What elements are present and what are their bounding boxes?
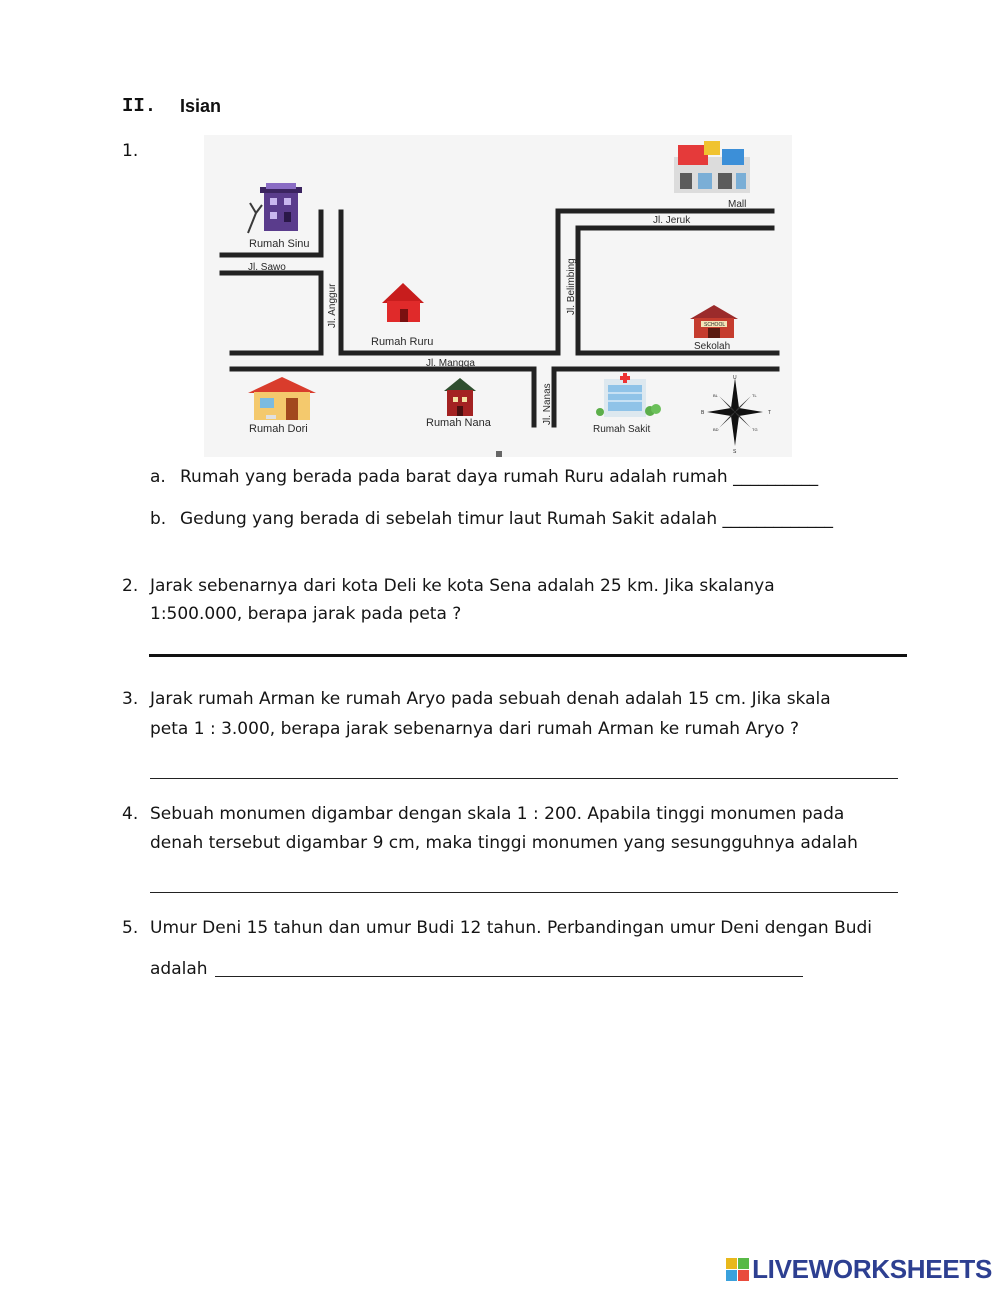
label-jl-sawo: Jl. Sawo [248, 262, 286, 273]
answer-line-2[interactable] [149, 654, 907, 657]
label-jl-jeruk: Jl. Jeruk [653, 215, 691, 226]
question-2-line2: 1:500.000, berapa jarak pada peta ? [150, 604, 462, 624]
answer-line-3[interactable] [150, 778, 898, 779]
compass-b: B [701, 410, 705, 416]
section-title: Isian [180, 96, 222, 116]
label-rumah-sinu: Rumah Sinu [249, 238, 310, 250]
section-number: II. [122, 95, 157, 117]
question-2-number: 2. [122, 576, 139, 596]
label-rumah-sakit: Rumah Sakit [593, 424, 651, 435]
label-rumah-nana: Rumah Nana [426, 417, 491, 429]
compass-bd: BD [713, 427, 719, 432]
question-4-number: 4. [122, 804, 139, 824]
label-jl-nanas: Jl. Nanas [542, 383, 553, 425]
label-jl-mangga: Jl. Mangga [426, 358, 475, 369]
question-5-line2: adalah [150, 959, 208, 979]
question-1-number: 1. [122, 141, 139, 161]
compass-s: S [733, 449, 737, 455]
question-4-line1: Sebuah monumen digambar dengan skala 1 : 200. Apabila tinggi monumen pada [150, 804, 845, 824]
school-sign-text: SCHOOL [704, 322, 726, 328]
compass-tl: TL [752, 393, 757, 398]
logo-blocks-icon [726, 1258, 749, 1281]
question-1b-text: Gedung yang berada di sebelah timur laut Rumah Sakit adalah _____________ [180, 509, 834, 529]
question-3-line2: peta 1 : 3.000, berapa jarak sebenarnya dari rumah Arman ke rumah Aryo ? [150, 719, 799, 739]
question-1a-text: Rumah yang berada pada barat daya rumah Ruru adalah rumah __________ [180, 467, 819, 487]
question-1a-letter: a. [150, 467, 166, 487]
question-2-line1: Jarak sebenarnya dari kota Deli ke kota Sena adalah 25 km. Jika skalanya [150, 576, 775, 596]
label-rumah-ruru: Rumah Ruru [371, 336, 434, 348]
answer-line-4[interactable] [150, 892, 898, 893]
label-jl-anggur: Jl. Anggur [327, 283, 338, 328]
liveworksheets-logo [726, 1253, 992, 1285]
compass-u: U [733, 375, 737, 381]
logo-text: LIVEWORKSHEETS [752, 1253, 992, 1284]
question-5-number: 5. [122, 918, 139, 938]
label-mall: Mall [728, 199, 747, 210]
question-3-line1: Jarak rumah Arman ke rumah Aryo pada sebuah denah adalah 15 cm. Jika skala [150, 689, 831, 709]
compass-t: T [768, 410, 772, 416]
question-1b-letter: b. [150, 509, 167, 529]
question-4-line2: denah tersebut digambar 9 cm, maka tinggi monumen yang sesungguhnya adalah [150, 833, 858, 853]
answer-line-5[interactable] [215, 976, 803, 977]
street-map [204, 135, 792, 457]
label-sekolah: Sekolah [694, 341, 731, 352]
label-rumah-dori: Rumah Dori [249, 423, 308, 435]
label-jl-belimbing: Jl. Belimbing [566, 258, 577, 315]
compass-tg: TG [752, 427, 758, 432]
question-3-number: 3. [122, 689, 139, 709]
question-5-line1: Umur Deni 15 tahun dan umur Budi 12 tahun. Perbandingan umur Deni dengan Budi [150, 918, 873, 938]
compass-bl: BL [713, 393, 718, 398]
